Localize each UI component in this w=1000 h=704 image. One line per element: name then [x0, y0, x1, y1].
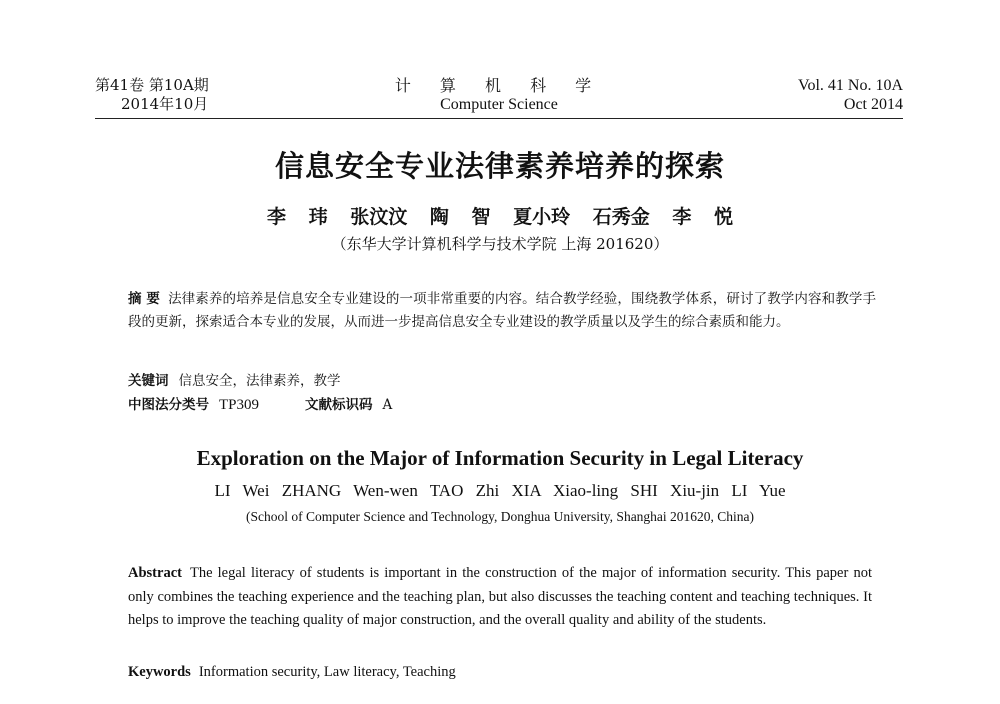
journal-name-cn: 计 算 机 科 学 — [394, 76, 604, 95]
date-cn: 2014年10月 — [121, 95, 209, 113]
authors-cn: 李 玮 张汶汶 陶 智 夏小玲 石秀金 李 悦 — [267, 206, 733, 228]
page-header — [95, 76, 903, 119]
affiliation-en: (School of Computer Science and Technology, Donghua University, Shanghai 201620, China) — [245, 509, 755, 524]
header-center — [95, 76, 903, 114]
paper-title-cn: 信息安全专业法律素养培养的探索 — [274, 149, 725, 183]
abstract-cn-text: 法律素养的培养是信息安全专业建设的一项非常重要的内容。结合教学经验，围绕教学体系，研讨了教学内容和教学手段的更新，探索适合本专业的发展，从而进一步提高信息安全专业建设的教学质量以及学生的综合素质和能力。 — [128, 291, 877, 330]
abstract-cn-label: 摘 要 — [128, 291, 161, 307]
clc-value: TP309 — [219, 397, 260, 413]
paper-title-en: Exploration on the Major of Information Security in Legal Literacy — [196, 446, 804, 470]
keywords-en — [128, 664, 456, 681]
volume-issue-cn: 第41卷 第10A期 — [95, 76, 209, 94]
doc-code-label: 文献标识码 — [305, 397, 373, 413]
authors-en: LI Wei ZHANG Wen-wen TAO Zhi XIA Xiao-ling SHI Xiu-jin LI Yue — [214, 481, 786, 500]
date-en: Oct 2014 — [843, 96, 903, 113]
clc-label: 中图法分类号 — [128, 397, 209, 413]
keywords-en-text: Information security, Law literacy, Teaching — [198, 664, 456, 680]
keywords-en-label: Keywords — [128, 664, 191, 680]
volume-issue-en: Vol. 41 No. 10A — [797, 77, 903, 94]
keywords-cn-label: 关键词 — [128, 373, 169, 389]
classification-line — [128, 393, 392, 414]
abstract-cn — [128, 288, 876, 334]
affiliation-cn: （东华大学计算机科学与技术学院 上海 201620） — [331, 235, 669, 253]
abstract-en-label: Abstract — [128, 565, 182, 581]
journal-name-en: Computer Science — [440, 96, 558, 113]
keywords-cn — [128, 369, 341, 389]
abstract-en-text: The legal literacy of students is important in the construction of the major of information security. This paper not only combines the teaching experience and the teaching plan, but also discusses the teaching content and teaching techniques. It helps to improve the teaching quality of major construction, and the overall quality and ability of the students. — [128, 565, 872, 628]
doc-code-value: A — [382, 397, 393, 413]
abstract-en — [128, 562, 872, 633]
keywords-cn-text: 信息安全，法律素养，教学 — [178, 373, 341, 389]
header-right — [798, 76, 903, 114]
